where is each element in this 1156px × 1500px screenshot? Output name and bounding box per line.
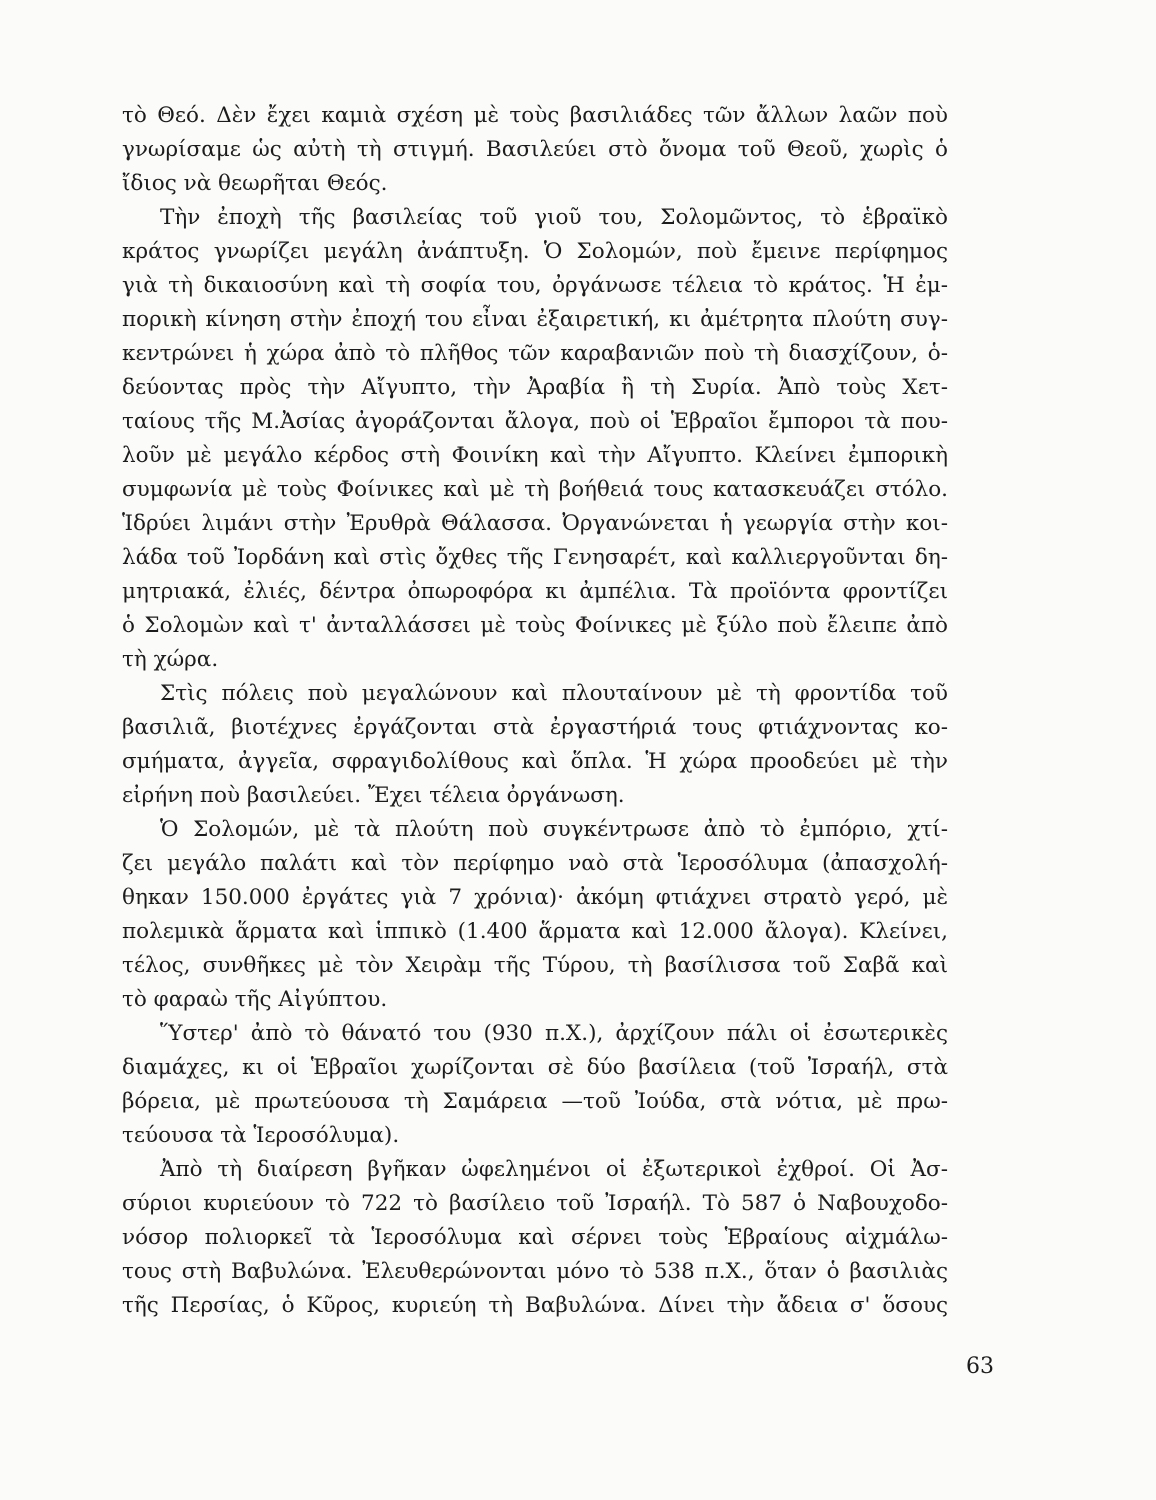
text-line: Ἱδρύει λιμάνι στὴν Ἐρυθρὰ Θάλασσα. Ὀργανώνεται ἡ γεωργία στὴν κοι- — [122, 511, 948, 536]
text-line: διαμάχες, κι οἱ Ἑβραῖοι χωρίζονται σὲ δύο βασίλεια (τοῦ Ἰσραήλ, στὰ — [122, 1055, 948, 1080]
text-line: σμήματα, ἀγγεῖα, σφραγιδολίθους καὶ ὅπλα. Ἡ χώρα προοδεύει μὲ τὴν — [122, 749, 948, 774]
text-line: θηκαν 150.000 ἐργάτες γιὰ 7 χρόνια)· ἀκόμη φτιάχνει στρατὸ γερό, μὲ — [122, 885, 948, 910]
text-line: τεύουσα τὰ Ἱεροσόλυμα). — [122, 1123, 400, 1148]
text-line: γνωρίσαμε ὡς αὐτὴ τὴ στιγμή. Βασιλεύει στὸ ὄνομα τοῦ Θεοῦ, χωρὶς ὁ — [122, 137, 948, 162]
text-line: μητριακά, ἐλιές, δέντρα ὀπωροφόρα κι ἀμπέλια. Τὰ προϊόντα φροντίζει — [122, 579, 948, 604]
text-line: κεντρώνει ἡ χώρα ἀπὸ τὸ πλῆθος τῶν καραβανιῶν ποὺ τὴ διασχίζουν, ὁ- — [122, 341, 948, 366]
text-line: ζει μεγάλο παλάτι καὶ τὸν περίφημο ναὸ στὰ Ἱεροσόλυμα (ἀπασχολή- — [122, 851, 948, 876]
text-line: ταίους τῆς Μ.Ἀσίας ἀγοράζονται ἄλογα, ποὺ οἱ Ἑβραῖοι ἔμποροι τὰ που- — [122, 409, 948, 434]
text-line: συμφωνία μὲ τοὺς Φοίνικες καὶ μὲ τὴ βοήθειά τους κατασκευάζει στόλο. — [122, 477, 948, 502]
text-line: γιὰ τὴ δικαιοσύνη καὶ τὴ σοφία του, ὀργάνωσε τέλεια τὸ κράτος. Ἡ ἐμ- — [122, 273, 948, 298]
text-line: δεύοντας πρὸς τὴν Αἴγυπτο, τὴν Ἀραβία ἢ τὴ Συρία. Ἀπὸ τοὺς Χετ- — [122, 375, 948, 400]
text-line: τῆς Περσίας, ὁ Κῦρος, κυριεύη τὴ Βαβυλώνα. Δίνει τὴν ἄδεια σ' ὅσους — [122, 1293, 948, 1318]
text-line: κράτος γνωρίζει μεγάλη ἀνάπτυξη. Ὁ Σολομών, ποὺ ἔμεινε περίφημος — [122, 239, 948, 264]
text-line: πολεμικὰ ἅρματα καὶ ἱππικὸ (1.400 ἅρματα καὶ 12.000 ἄλογα). Κλείνει, — [122, 919, 948, 944]
text-line: Ἀπὸ τὴ διαίρεση βγῆκαν ὠφελημένοι οἱ ἐξωτερικοὶ ἐχθροί. Οἱ Ἀσ- — [160, 1157, 948, 1182]
text-line: βόρεια, μὲ πρωτεύουσα τὴ Σαμάρεια —τοῦ Ἰούδα, στὰ νότια, μὲ πρω- — [122, 1089, 948, 1114]
text-line: ὁ Σολομὼν καὶ τ' ἀνταλλάσσει μὲ τοὺς Φοίνικες μὲ ξύλο ποὺ ἔλειπε ἀπὸ — [122, 613, 948, 638]
text-line: λάδα τοῦ Ἰορδάνη καὶ στὶς ὄχθες τῆς Γενησαρέτ, καὶ καλλιεργοῦνται δη- — [122, 545, 948, 570]
text-line: λοῦν μὲ μεγάλο κέρδος στὴ Φοινίκη καὶ τὴν Αἴγυπτο. Κλείνει ἐμπορικὴ — [122, 443, 948, 468]
text-line: Τὴν ἐποχὴ τῆς βασιλείας τοῦ γιοῦ του, Σολομῶντος, τὸ ἑβραϊκὸ — [160, 205, 948, 230]
text-line: ἴδιος νὰ θεωρῆται Θεός. — [122, 171, 388, 196]
text-line: τους στὴ Βαβυλώνα. Ἐλευθερώνονται μόνο τὸ 538 π.Χ., ὅταν ὁ βασιλιὰς — [122, 1259, 948, 1284]
text-line: τὸ φαραὼ τῆς Αἰγύπτου. — [122, 987, 388, 1012]
text-line: τὸ Θεό. Δὲν ἔχει καμιὰ σχέση μὲ τοὺς βασιλιάδες τῶν ἄλλων λαῶν ποὺ — [122, 103, 948, 128]
text-line: Ὕστερ' ἀπὸ τὸ θάνατό του (930 π.Χ.), ἀρχίζουν πάλι οἱ ἐσωτερικὲς — [160, 1021, 948, 1046]
text-line: τέλος, συνθῆκες μὲ τὸν Χειρὰμ τῆς Τύρου, τὴ βασίλισσα τοῦ Σαβᾶ καὶ — [122, 953, 948, 978]
text-line: εἰρήνη ποὺ βασιλεύει. Ἔχει τέλεια ὀργάνωση. — [122, 783, 625, 808]
text-line: πορικὴ κίνηση στὴν ἐποχή του εἶναι ἐξαιρετική, κι ἀμέτρητα πλούτη συγ- — [122, 307, 948, 332]
text-line: σύριοι κυριεύουν τὸ 722 τὸ βασίλειο τοῦ Ἰσραήλ. Τὸ 587 ὁ Ναβουχοδο- — [122, 1191, 948, 1216]
text-line: βασιλιᾶ, βιοτέχνες ἐργάζονται στὰ ἐργαστήριά τους φτιάχνοντας κο- — [122, 715, 948, 740]
text-line: τὴ χώρα. — [122, 647, 219, 672]
text-line: νόσορ πολιορκεῖ τὰ Ἱεροσόλυμα καὶ σέρνει τοὺς Ἑβραίους αἰχμάλω- — [122, 1225, 948, 1250]
text-line: Ὁ Σολομών, μὲ τὰ πλούτη ποὺ συγκέντρωσε ἀπὸ τὸ ἐμπόριο, χτί- — [160, 817, 948, 842]
text-line: Στὶς πόλεις ποὺ μεγαλώνουν καὶ πλουταίνουν μὲ τὴ φροντίδα τοῦ — [160, 681, 948, 706]
page-number: 63 — [966, 1354, 994, 1379]
